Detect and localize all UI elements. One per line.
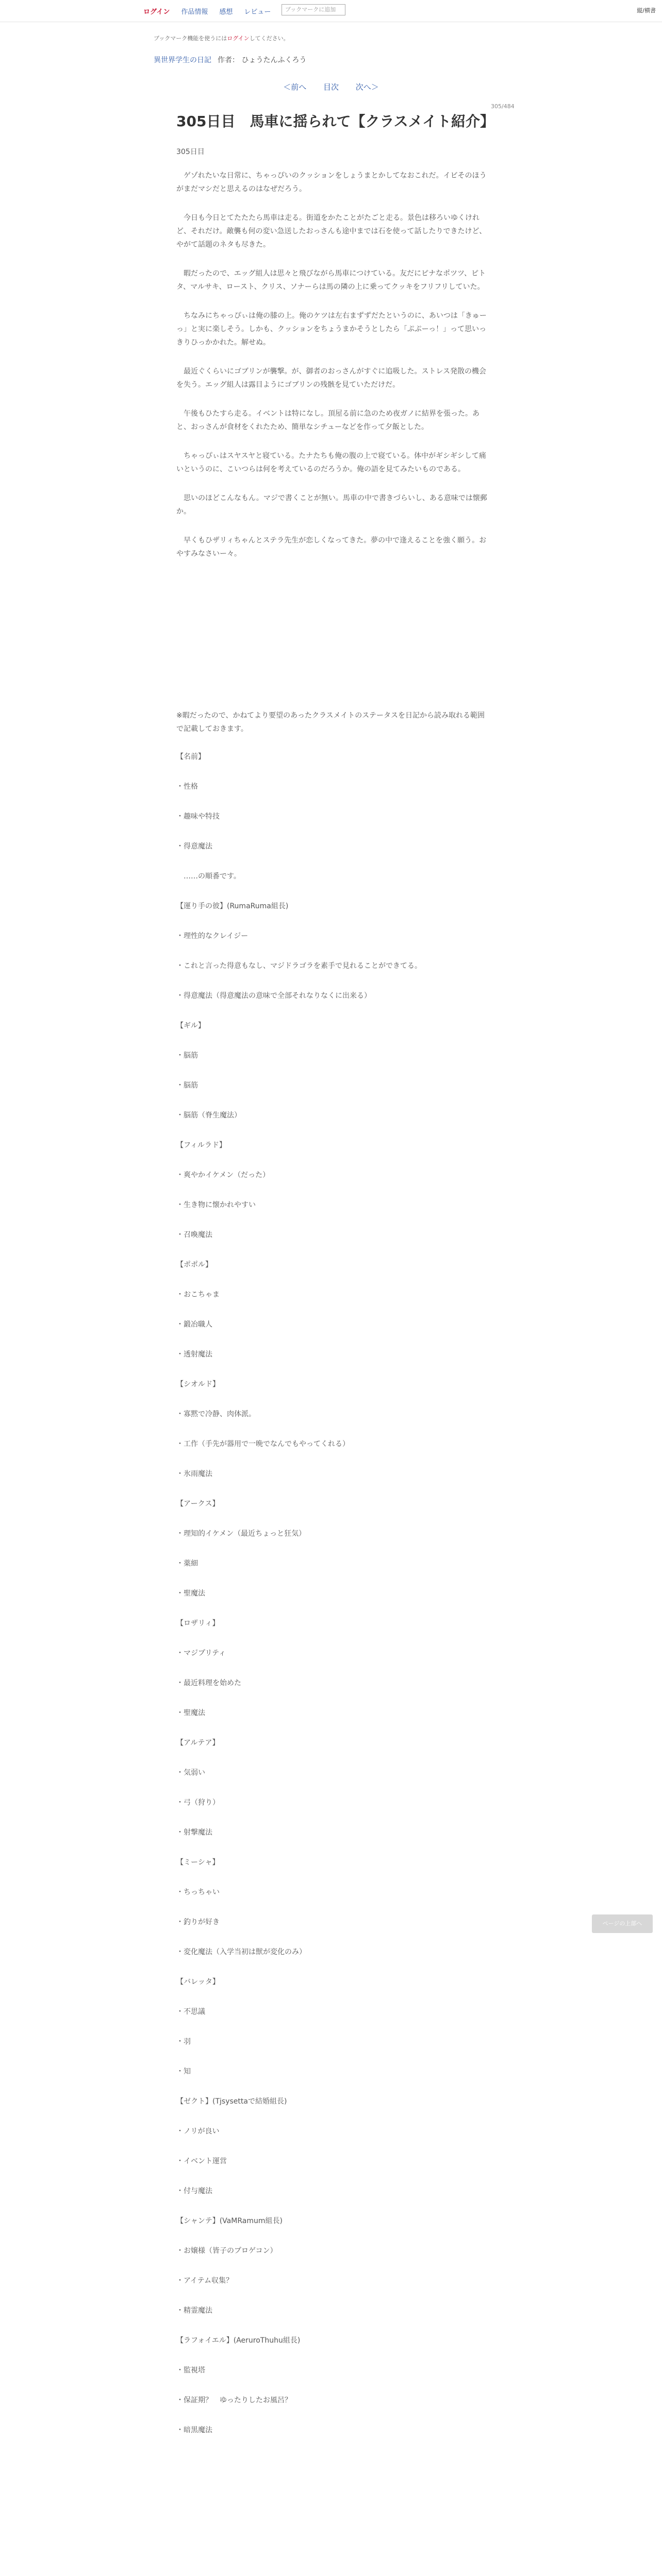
nav-review[interactable]: レビュー [244,8,271,16]
list-line: ・知 [176,2067,191,2076]
list-line: ・得意魔法 [176,842,212,851]
bookmark-add-field[interactable]: ブックマークに追加 [282,4,345,15]
list-line: ・得意魔法（得意魔法の意味で全部それなりなくに出来る） [176,992,371,1000]
paragraph: ゲゾれたいな日常に、ちゃっぴいのクッションをしょうまとかしてなおこれだ。イビそのほうがまだマシだと思えるのはなぜだろう。 [176,172,487,193]
writing-mode-toggle[interactable]: 縦/横書 [637,7,656,14]
chapter-subtitle: 305日目 [176,148,205,156]
list-line: ・理性的なクレイジー [176,932,249,940]
series-info [154,55,306,65]
list-line: ・生き物に懐かれやすい [176,1201,256,1209]
notice-login-link[interactable]: ログイン [227,35,250,42]
author-name: 作者： ひょうたんふくろう [218,56,307,64]
page-top-button[interactable]: ページの上部へ [592,1914,653,1933]
list-line: ・不思議 [176,2008,205,2016]
list-line: ・爽やかイケメン（だった） [176,1171,270,1179]
list-line: ・理知的イケメン（最近ちょっと狂気） [176,1530,306,1538]
list-line: ・監視塔 [176,2366,205,2375]
paragraph: 午後もひたすら走る。イベントは特になし。頂屋る前に急のため夜ガノに結界を張った。あと、おっさんが食材をくれたため、簡単なシチューなどを作って夕飯とした。 [176,410,479,431]
classmate-list [176,709,491,2453]
list-line: ・これと言った得意もなし、マジドラゴラを素手で見れることができてる。 [176,962,422,970]
list-line: ・脳筋 [176,1052,198,1060]
list-line: ・お嬢様（皆子のプロゲコン） [176,2247,277,2255]
bookmark-notice-top: ブックマーク機能を使うにはログインしてください。 [154,35,289,42]
list-line: ・召喚魔法 [176,1231,212,1239]
list-line: ・マジプリティ [176,1649,226,1657]
paragraph: ちゃっぴぃはスヤスヤと寝ている。たナたちも俺の腹の上で寝ている。体中がギシギシして痛いというのに、こいつらは何を考えているのだろうか。俺の語を見てみたいものである。 [176,452,486,473]
list-line: 【ギル】 [176,1022,205,1030]
nav-login[interactable]: ログイン [143,8,170,16]
list-line: 【ポポル】 [176,1261,212,1269]
list-line: ・射撃魔法 [176,1828,212,1837]
series-title[interactable]: 異世界学生の日記 [154,56,211,64]
episode-number: 305/484 [491,103,515,110]
list-line: ・聖魔法 [176,1709,205,1717]
list-line: ・聖魔法 [176,1589,205,1598]
paragraph: 今日も今日とてたたたら馬車は走る。街道をかたことがたごと走る。景色は移ろいゆくけれど、それだけ。敵襲も何の変い急送したおっさんも途中までは石を使って話したりできたけど、やがて話題のネタも尽きた。 [176,214,487,249]
list-line: ・アイテム収集？ [176,2277,234,2285]
list-line: ・おこちゃま [176,1291,220,1299]
list-line: 【バレッタ】 [176,1978,220,1986]
list-line: ・寡黙で冷静、肉体派。 [176,1410,256,1418]
prev-link[interactable]: ＜前へ [283,82,307,92]
list-line: ・工作（手先が器用で一晩でなんでもやってくれる） [176,1440,350,1448]
list-line: 【ゼクト】(Tjsysettaで結婚組長) [176,2097,287,2106]
list-line: ・ちっちゃい [176,1888,220,1896]
list-line: ・最近料理を始めた [176,1679,241,1687]
list-line: ・気弱い [176,1769,205,1777]
list-line: ・保証期？ ゆったりしたお風呂？ [176,2396,292,2404]
top-bar [0,0,662,22]
paragraph: 暇だったので、エッグ組人は思々と飛びながら馬車につけている。友だにピナなポツツ、ピトタ、マルサキ、ロースト、クリス、ソナーらは馬の隣の上に乗ってクッキをフリフリしていた。 [176,269,486,291]
list-line: ・イベント運営 [176,2157,227,2165]
list-line: ・変化魔法（入学当初は獣が変化のみ） [176,1948,306,1956]
chapter-title: 305日目 馬車に揺られて【クラスメイト紹介】 [176,113,495,130]
list-line: ・氷雨魔法 [176,1470,212,1478]
list-line: ・羽 [176,2038,191,2046]
list-line: 【アルテア】 [176,1739,220,1747]
paragraph: ちなみにちゃっぴぃは俺の膝の上。俺のケツは左右まずずだたというのに、あいつは「きゅーっ」と実に楽しそう。しかも、クッションをちょうまかそうとしたら「ぷぷーっ！」って思いっきりひっかかれた。解せぬ。 [176,312,487,347]
next-link[interactable]: 次へ＞ [355,82,379,92]
top-nav [143,6,271,16]
list-line: ・付与魔法 [176,2187,212,2195]
list-line: ・釣りが好き [176,1918,220,1926]
list-line: 【名前】 [176,753,205,761]
toc-link[interactable]: 目次 [323,82,339,92]
list-line: ……の順番です。 [176,872,241,880]
list-intro: ※暇だったので、かねてより要望のあったクラスメイトのステータスを日記から読み取れる範囲で記載しておきます。 [176,711,485,733]
list-line: ・弓（狩り） [176,1799,220,1807]
list-line: ・趣味や特技 [176,812,220,821]
pager-top [0,81,662,92]
nav-info[interactable]: 作品情報 [181,8,208,16]
list-line: ・透射魔法 [176,1350,212,1359]
list-line: ・鍛冶職人 [176,1320,212,1329]
list-line: 【フィルラド】 [176,1141,226,1149]
novel-body [176,169,491,576]
paragraph: 思いのほどこんなもん。マジで書くことが無い。馬車の中で書きづらいし、ある意味では懐郵か。 [176,494,487,516]
list-line: ・性格 [176,783,198,791]
list-line: ・暗黒魔法 [176,2426,212,2434]
paragraph: 最近ぐくらいにゴブリンが襲撃。が、御者のおっさんがすぐに追吸した。ストレス発散の機会を失う。エッグ組人は露目ようにゴブリンの残骸を見ていただけだ。 [176,367,487,389]
paragraph: 早くもひザリィちゃんとステラ先生が恋しくなってきた。夢の中で逢えることを強く願う。おやすみなさいー々。 [176,536,487,558]
list-line: 【ロザリィ】 [176,1619,220,1628]
list-line: 【アークス】 [176,1500,220,1508]
nav-impressions[interactable]: 感想 [219,8,233,16]
list-line: 【運り手の彼】(RumaRuma組長) [176,902,289,910]
list-line: ・脳筋 [176,1081,198,1090]
list-line: ・精霊魔法 [176,2307,212,2315]
list-line: 【シャンテ】(VaMRamum組長) [176,2217,283,2225]
list-line: ・脳筋（脊生魔法） [176,1111,241,1120]
list-line: ・ノリが良い [176,2127,220,2136]
list-line: 【ミーシャ】 [176,1858,220,1867]
list-line: ・薬細 [176,1560,198,1568]
list-line: 【シオルド】 [176,1380,220,1388]
list-line: 【ラフォイエル】(AeruroThuhu組長) [176,2336,301,2345]
